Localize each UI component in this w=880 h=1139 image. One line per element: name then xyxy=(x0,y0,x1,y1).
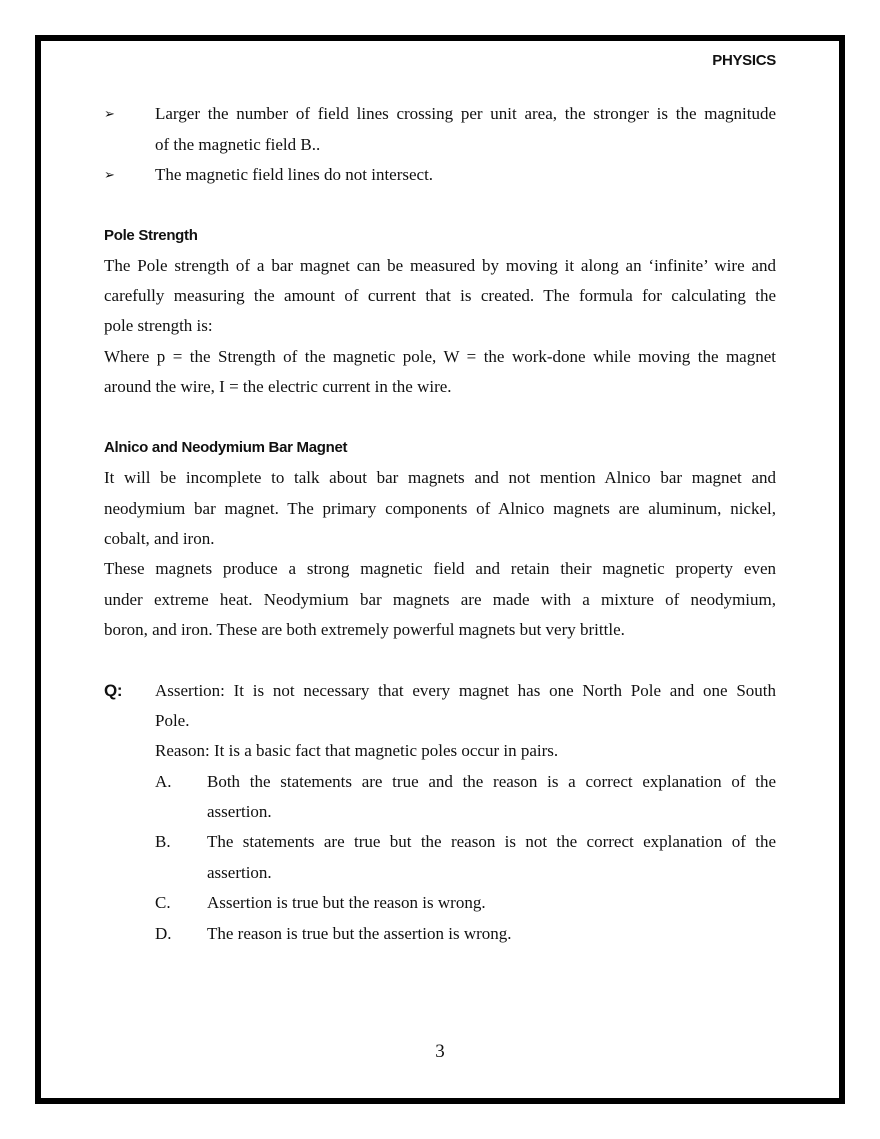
bullet-line: Larger the number of field lines crossing per unit area, the stronger is the magnitude xyxy=(155,104,776,123)
option-line: Both the statements are true and the reason is a correct explanation of the xyxy=(207,772,776,791)
paragraph-line: neodymium bar magnet. The primary components of Alnico magnets are aluminum, nickel, xyxy=(104,499,776,518)
paragraph-line: boron, and iron. These are both extremely powerful magnets but very brittle. xyxy=(104,620,625,639)
paragraph-line: around the wire, I = the electric current in the wire. xyxy=(104,377,452,396)
bullet-line: The magnetic field lines do not intersect. xyxy=(155,165,434,184)
arrow-bullet-icon: ➢ xyxy=(104,106,115,121)
header-subject: PHYSICS xyxy=(712,52,776,69)
option-line: The reason is true but the assertion is wrong. xyxy=(207,924,512,943)
option-line: The statements are true but the reason is not the correct explanation of the xyxy=(207,832,776,851)
paragraph-line: pole strength is: xyxy=(104,316,213,335)
option-label: D. xyxy=(155,924,172,943)
question-label: Q: xyxy=(104,681,123,700)
section-heading: Pole Strength xyxy=(104,227,198,244)
option-line: assertion. xyxy=(207,802,272,821)
paragraph-line: It will be incomplete to talk about bar magnets and not mention Alnico bar magnet and xyxy=(104,468,776,487)
section-heading: Alnico and Neodymium Bar Magnet xyxy=(104,439,348,456)
assertion-line: Pole. xyxy=(155,711,190,730)
assertion-line: Assertion: It is not necessary that every magnet has one North Pole and one South xyxy=(155,681,776,700)
paragraph-line: These magnets produce a strong magnetic field and retain their magnetic property even xyxy=(104,559,776,578)
arrow-bullet-icon: ➢ xyxy=(104,167,115,182)
option-line: assertion. xyxy=(207,863,272,882)
option-line: Assertion is true but the reason is wrong. xyxy=(207,893,486,912)
option-label: A. xyxy=(155,772,172,791)
reason-line: Reason: It is a basic fact that magnetic poles occur in pairs. xyxy=(155,741,559,760)
paragraph-line: Where p = the Strength of the magnetic pole, W = the work-done while moving the magnet xyxy=(104,347,776,366)
paragraph-line: The Pole strength of a bar magnet can be measured by moving it along an ‘infinite’ wire and xyxy=(104,256,776,275)
paragraph-line: under extreme heat. Neodymium bar magnets are made with a mixture of neodymium, xyxy=(104,590,776,609)
page-number: 3 xyxy=(435,1041,445,1062)
paragraph-line: carefully measuring the amount of current that is created. The formula for calculating the xyxy=(104,286,776,305)
bullet-line: of the magnetic field B.. xyxy=(155,135,321,154)
option-label: B. xyxy=(155,832,171,851)
paragraph-line: cobalt, and iron. xyxy=(104,529,215,548)
option-label: C. xyxy=(155,893,171,912)
